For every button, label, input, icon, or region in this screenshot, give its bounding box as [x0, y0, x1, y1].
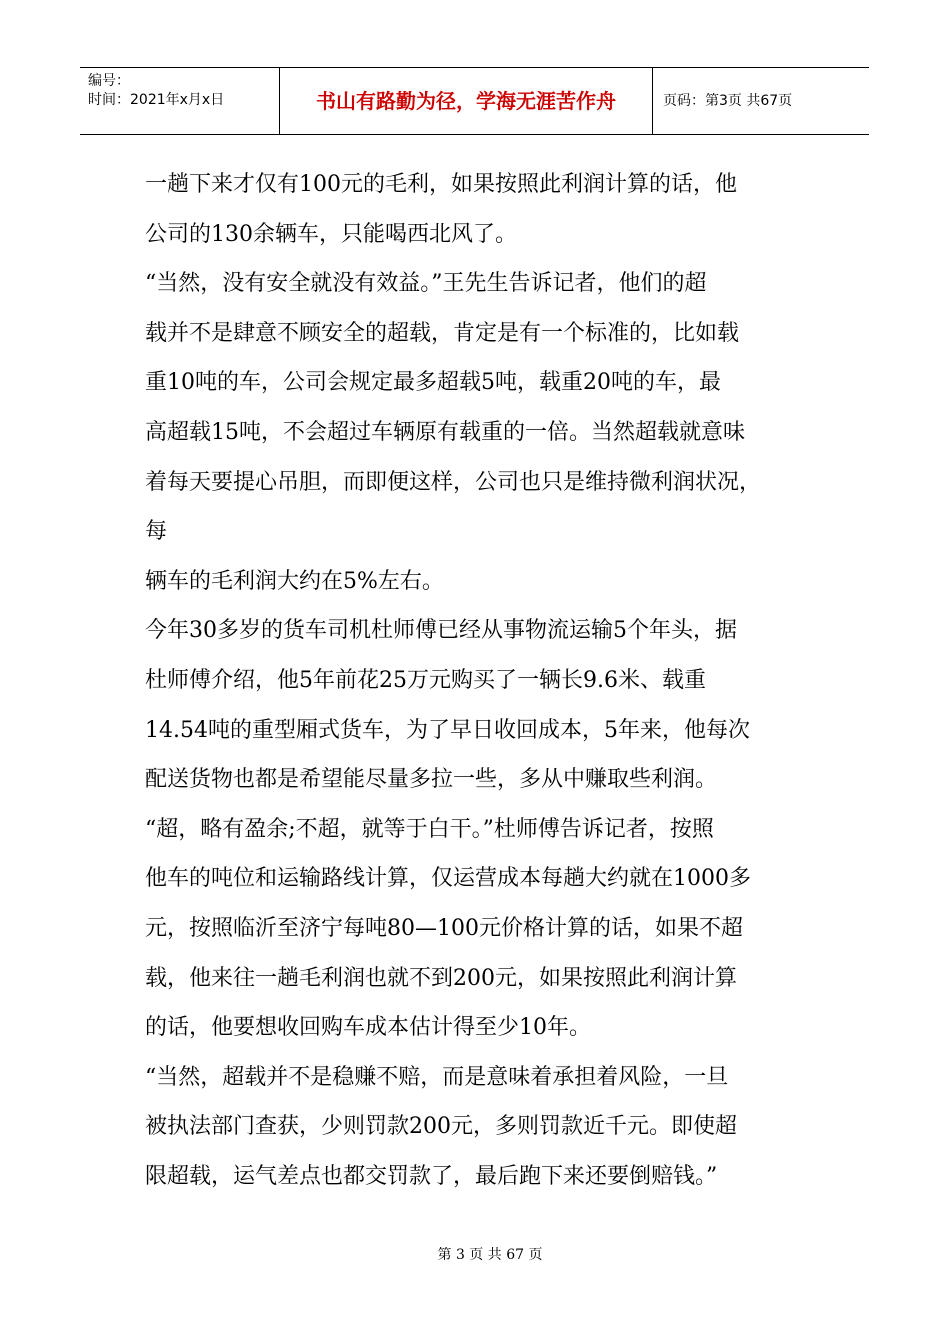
- body-line: 杜师傅介绍，他5年前花25万元购买了一辆长9.6米、载重: [145, 667, 706, 693]
- header-motto: 书山有路勤为径，学海无涯苦作舟: [280, 68, 653, 134]
- body-line: 重10吨的车，公司会规定最多超载5吨，载重20吨的车，最: [145, 370, 721, 396]
- body-line: “当然，超载并不是稳赚不赔，而是意味着承担着风险，一旦: [145, 1064, 729, 1090]
- document-number-label: 编号：: [88, 73, 130, 89]
- body-line: 着每天要提心吊胆，而即便这样，公司也只是维持微利润状况，: [145, 469, 762, 495]
- body-line: 元，按照临沂至济宁每吨80—100元价格计算的话，如果不超: [145, 915, 743, 941]
- header-page-info: 页码：第3页 共67页: [663, 93, 793, 109]
- body-line: 配送货物也都是希望能尽量多拉一些，多从中赚取些利润。: [145, 767, 718, 793]
- body-line: 被执法部门查获，少则罚款200元，多则罚款近千元。即使超: [145, 1114, 737, 1140]
- page-header: [80, 67, 869, 135]
- body-line: 14.54吨的重型厢式货车，为了早日收回成本，5年来，他每次: [145, 717, 750, 743]
- body-line: 高超载15吨，不会超过车辆原有载重的一倍。当然超载就意味: [145, 419, 745, 445]
- document-time-label: 时间：2021年x月x日: [88, 92, 225, 108]
- header-meta: [80, 68, 280, 134]
- body-line: 的话，他要想收回购车成本估计得至少10年。: [145, 1015, 591, 1041]
- body-line: 一趟下来才仅有100元的毛利，如果按照此利润计算的话，他: [145, 172, 737, 197]
- document-body: [145, 160, 825, 1201]
- body-line: 载并不是肆意不顾安全的超载，肯定是有一个标准的，比如载: [145, 320, 740, 346]
- body-line: 公司的130余辆车，只能喝西北风了。: [145, 221, 517, 247]
- body-line: “当然，没有安全就没有效益。”王先生告诉记者，他们的超: [145, 271, 707, 297]
- body-line: 载，他来往一趟毛利润也就不到200元，如果按照此利润计算: [145, 965, 737, 991]
- body-line: “超，略有盈余;不超，就等于白干。”杜师傅告诉记者，按照: [145, 816, 714, 842]
- body-line: 限超载，运气差点也都交罚款了，最后跑下来还要倒赔钱。”: [145, 1163, 718, 1189]
- body-line: 他车的吨位和运输路线计算，仅运营成本每趟大约就在1000多: [145, 866, 751, 892]
- body-line: 辆车的毛利润大约在5%左右。: [145, 568, 444, 594]
- body-line: 每: [145, 519, 168, 545]
- body-line: 今年30多岁的货车司机杜师傅已经从事物流运输5个年头，据: [145, 618, 737, 644]
- page-footer: 第 3 页 共 67 页: [437, 1247, 543, 1263]
